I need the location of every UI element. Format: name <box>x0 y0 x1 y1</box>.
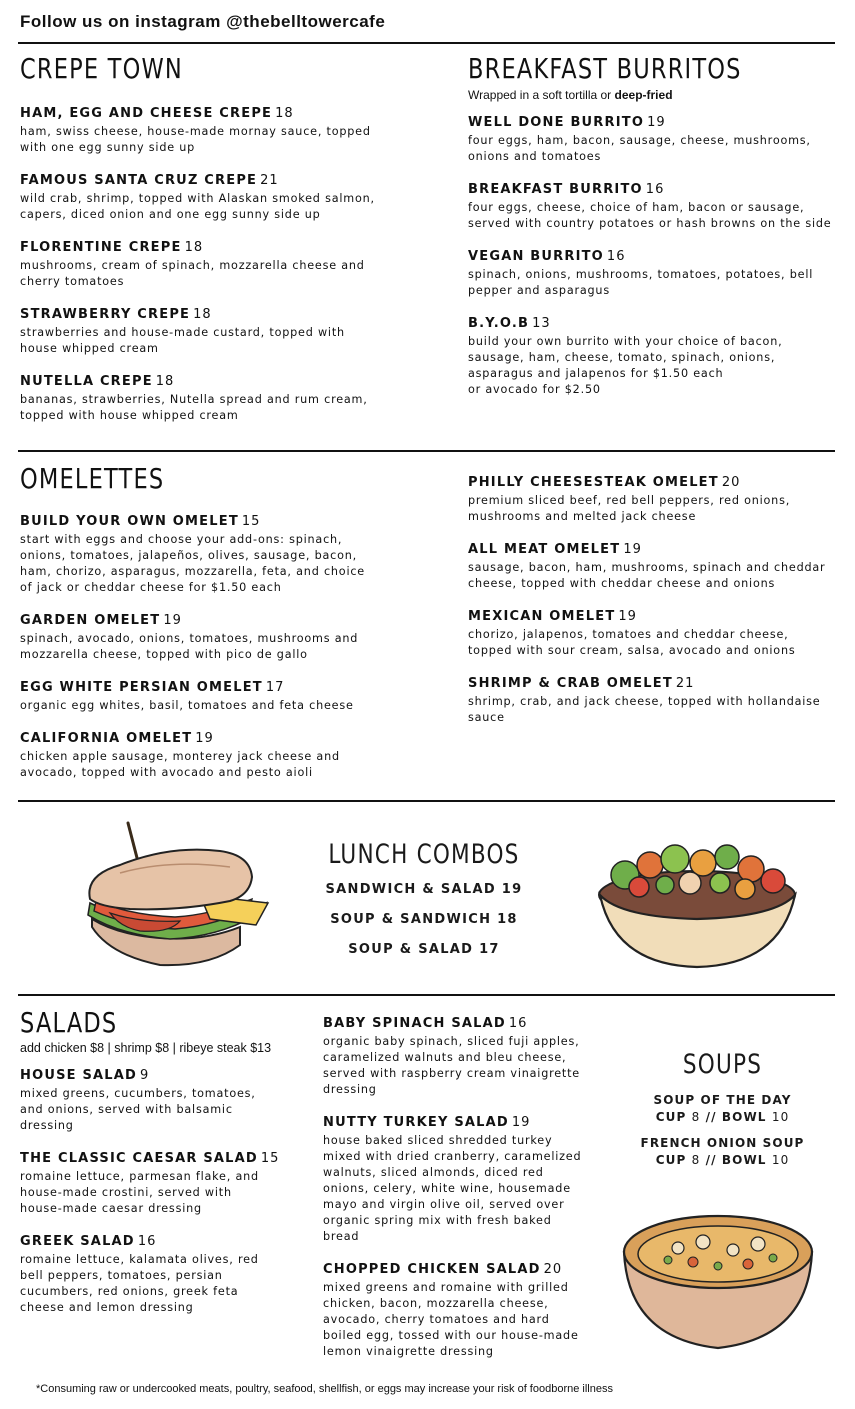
menu-item <box>20 1147 305 1217</box>
item-price: 16 <box>137 1234 157 1249</box>
item-price: 21 <box>260 173 279 188</box>
section-title: SOUPS <box>682 1048 763 1080</box>
item-name: MEXICAN OMELET <box>468 609 616 624</box>
note-text: Wrapped in a soft tortilla or <box>468 88 615 102</box>
bowl-label: BOWL <box>721 1153 767 1167</box>
item-price: 16 <box>508 1016 528 1031</box>
item-description: ham, swiss cheese, house-made mornay sauce, topped with one egg sunny side up <box>20 125 371 154</box>
item-price: 19 <box>511 1115 531 1130</box>
soup-prices <box>620 1109 825 1126</box>
item-name: CALIFORNIA OMELET <box>20 731 193 746</box>
item-price: 17 <box>265 680 285 695</box>
instagram-follow-text: Follow us on instagram @thebelltowercafe <box>20 12 386 31</box>
menu-item <box>20 727 380 781</box>
menu-item <box>20 1064 305 1134</box>
item-name: THE CLASSIC CAESAR SALAD <box>20 1151 258 1166</box>
item-price: 20 <box>543 1262 563 1277</box>
price-separator: // <box>705 1110 717 1124</box>
item-price: 16 <box>606 249 626 264</box>
item-name: GARDEN OMELET <box>20 613 161 628</box>
divider <box>18 994 835 996</box>
item-name: NUTELLA CREPE <box>20 374 153 389</box>
item-price: 16 <box>645 182 665 197</box>
divider <box>18 800 835 802</box>
menu-item <box>20 303 380 357</box>
item-name: GREEK SALAD <box>20 1234 135 1249</box>
cup-price: 8 <box>691 1153 701 1167</box>
item-description: premium sliced beef, red bell peppers, red onions, mushrooms and melted jack cheese <box>468 494 791 523</box>
item-description: house baked sliced shredded turkey mixed with dried cranberry, caramelized walnuts, sliced almonds, diced red onions, celery, white wine, housemade mayo and virgin olive oil, served over organic spring mix with fresh baked bread <box>323 1134 582 1243</box>
item-description: spinach, avocado, onions, tomatoes, mushrooms and mozzarella cheese, topped with pico de gallo <box>20 632 359 661</box>
item-price: 21 <box>675 676 695 691</box>
menu-item <box>468 605 833 659</box>
price-separator: // <box>705 1153 717 1167</box>
item-price: 18 <box>184 240 204 255</box>
menu-item <box>323 1111 583 1245</box>
item-name: PHILLY CHEESESTEAK OMELET <box>468 475 719 490</box>
menu-item <box>468 111 833 165</box>
divider <box>18 42 835 44</box>
item-name: EGG WHITE PERSIAN OMELET <box>20 680 263 695</box>
bowl-label: BOWL <box>721 1110 767 1124</box>
item-name: VEGAN BURRITO <box>468 249 604 264</box>
menu-item <box>20 236 380 290</box>
breakfast-burritos-section <box>468 52 833 398</box>
item-name: HOUSE SALAD <box>20 1068 138 1083</box>
bowl-price: 10 <box>771 1153 790 1167</box>
menu-item <box>323 1012 583 1098</box>
item-price: 20 <box>721 475 741 490</box>
soup-name: FRENCH ONION SOUP <box>640 1136 805 1150</box>
item-name: WELL DONE BURRITO <box>468 115 645 130</box>
item-price: 15 <box>241 514 261 529</box>
item-description: mushrooms, cream of spinach, mozzarella cheese and cherry tomatoes <box>20 259 365 288</box>
omelettes-section <box>20 462 380 781</box>
section-title: OMELETTES <box>20 462 165 495</box>
item-price: 19 <box>618 609 637 624</box>
item-description: four eggs, ham, bacon, sausage, cheese, mushrooms, onions and tomatoes <box>468 134 811 163</box>
section-title: CREPE TOWN <box>20 52 183 85</box>
item-description: build your own burrito with your choice of bacon, sausage, ham, cheese, tomato, spinach, onions, asparagus and jalapenos for $1.50 each <box>468 335 783 380</box>
section-title: LUNCH COMBOS <box>328 838 520 870</box>
menu-item <box>468 245 833 299</box>
item-price: 19 <box>623 542 642 557</box>
section-title: SALADS <box>20 1006 118 1039</box>
soup-prices <box>620 1152 825 1169</box>
item-description: organic egg whites, basil, tomatoes and feta cheese <box>20 699 354 712</box>
menu-item <box>20 676 380 714</box>
item-description: spinach, onions, mushrooms, tomatoes, potatoes, bell pepper and asparagus <box>468 268 814 297</box>
item-price: 18 <box>155 374 175 389</box>
note-bold-text: deep-fried <box>614 88 673 102</box>
salads-middle-column <box>323 999 583 1360</box>
item-description-extra: or avocado for $2.50 <box>468 383 601 396</box>
menu-item <box>468 538 833 592</box>
item-description: wild crab, shrimp, topped with Alaskan smoked salmon, capers, diced onion and one egg sunny side up <box>20 192 375 221</box>
item-description: strawberries and house-made custard, topped with house whipped cream <box>20 326 345 355</box>
item-name: HAM, EGG AND CHEESE CREPE <box>20 106 273 121</box>
menu-item <box>20 1230 305 1316</box>
cup-price: 8 <box>691 1110 701 1124</box>
item-description: mixed greens and romaine with grilled chicken, bacon, mozzarella cheese, avocado, cherry tomatoes and hard boiled egg, tossed with our house-made lemon vinaigrette dressing <box>323 1281 579 1358</box>
sandwich-illustration <box>80 815 275 975</box>
menu-item <box>468 672 833 726</box>
omelettes-right-column <box>468 458 833 726</box>
soup-name: SOUP OF THE DAY <box>653 1093 792 1107</box>
lunch-combos-section <box>300 840 548 957</box>
item-description: four eggs, cheese, choice of ham, bacon or sausage, served with country potatoes or hash browns on the side <box>468 201 832 230</box>
item-price: 15 <box>260 1151 280 1166</box>
item-name: BUILD YOUR OWN OMELET <box>20 514 239 529</box>
menu-item <box>20 370 380 424</box>
soup-bowl-illustration <box>618 1208 818 1353</box>
item-price: 13 <box>532 316 551 331</box>
menu-item <box>20 510 380 596</box>
item-name: SHRIMP & CRAB OMELET <box>468 676 673 691</box>
menu-item <box>20 609 380 663</box>
item-name: BABY SPINACH SALAD <box>323 1016 506 1031</box>
item-description: chorizo, jalapenos, tomatoes and cheddar cheese, topped with sour cream, salsa, avocado and onions <box>468 628 796 657</box>
foodborne-illness-disclaimer: *Consuming raw or undercooked meats, poultry, seafood, shellfish, or eggs may increase your risk of foodborne illness <box>36 1383 613 1395</box>
section-title: BREAKFAST BURRITOS <box>468 52 742 85</box>
item-price: 19 <box>647 115 666 130</box>
item-name: STRAWBERRY CREPE <box>20 307 191 322</box>
item-name: BREAKFAST BURRITO <box>468 182 643 197</box>
cup-label: CUP <box>655 1153 687 1167</box>
item-price: 19 <box>195 731 214 746</box>
combo-item: SOUP & SALAD 17 <box>348 942 500 957</box>
menu-item <box>468 471 833 525</box>
item-price: 19 <box>163 613 182 628</box>
item-description: shrimp, crab, and jack cheese, topped with hollandaise sauce <box>468 695 821 724</box>
item-description: organic baby spinach, sliced fuji apples, caramelized walnuts and bleu cheese, served with raspberry cream vinaigrette dressing <box>323 1035 580 1096</box>
item-description: romaine lettuce, parmesan flake, and house-made crostini, served with house-made caesar dressing <box>20 1170 259 1215</box>
item-price: 18 <box>275 106 294 121</box>
salad-addons: add chicken $8 | shrimp $8 | ribeye steak $13 <box>20 1041 272 1055</box>
item-price: 9 <box>140 1068 150 1083</box>
item-description: start with eggs and choose your add-ons: spinach, onions, tomatoes, jalapeños, olives, sausage, bacon, ham, chorizo, asparagus, mozzarella, feta, and choice of jack or cheddar cheese for $1.50 each <box>20 533 365 594</box>
item-name: FLORENTINE CREPE <box>20 240 182 255</box>
item-name: FAMOUS SANTA CRUZ CREPE <box>20 173 258 188</box>
item-name: ALL MEAT OMELET <box>468 542 621 557</box>
menu-item <box>20 102 380 156</box>
item-description: chicken apple sausage, monterey jack cheese and avocado, topped with avocado and pesto aioli <box>20 750 340 779</box>
combo-item: SOUP & SANDWICH 18 <box>330 912 518 927</box>
item-description: romaine lettuce, kalamata olives, red bell peppers, tomatoes, persian cucumbers, red onions, greek feta cheese and lemon dressing <box>20 1253 259 1314</box>
item-name: CHOPPED CHICKEN SALAD <box>323 1262 541 1277</box>
salads-section <box>20 1006 305 1316</box>
item-price: 18 <box>193 307 212 322</box>
crepe-town-section <box>20 52 380 424</box>
salad-bowl-illustration <box>595 825 800 970</box>
divider <box>18 450 835 452</box>
menu-item <box>468 312 833 398</box>
menu-item <box>323 1258 583 1360</box>
item-description: sausage, bacon, ham, mushrooms, spinach and cheddar cheese, topped with cheddar cheese and onions <box>468 561 826 590</box>
item-description: bananas, strawberries, Nutella spread and rum cream, topped with house whipped cream <box>20 393 368 422</box>
combo-item: SANDWICH & SALAD 19 <box>325 882 523 897</box>
cup-label: CUP <box>655 1110 687 1124</box>
menu-item <box>468 178 833 232</box>
soups-section <box>620 1050 825 1169</box>
menu-item <box>20 169 380 223</box>
section-note <box>468 88 833 102</box>
item-name: NUTTY TURKEY SALAD <box>323 1115 509 1130</box>
bowl-price: 10 <box>771 1110 790 1124</box>
item-description: mixed greens, cucumbers, tomatoes, and onions, served with balsamic dressing <box>20 1087 256 1132</box>
item-name: B.Y.O.B <box>468 316 530 331</box>
